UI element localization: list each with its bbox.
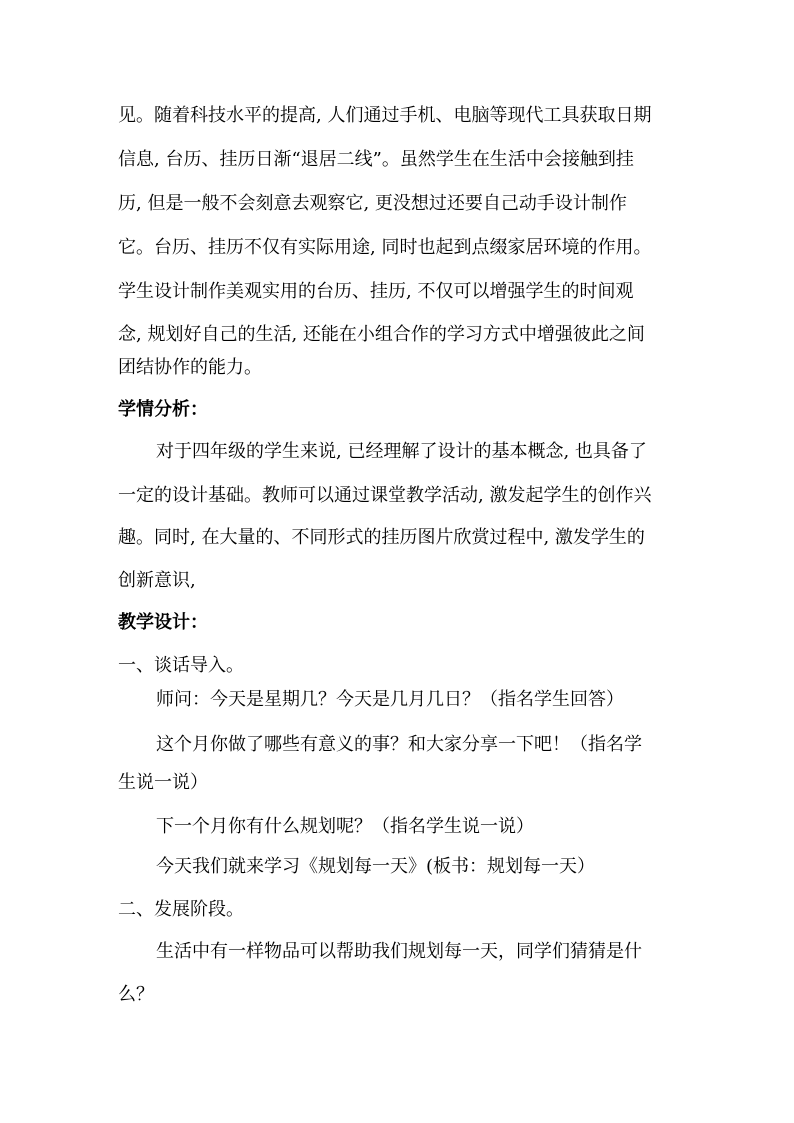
paragraph-line: 见。随着科技水平的提高, 人们通过手机、电脑等现代工具获取日期 [118,105,652,126]
paragraph-line: 创新意识, [118,570,196,591]
paragraph-line: 一定的设计基础。教师可以通过课堂教学活动, 激发起学生的创作兴 [118,485,652,506]
paragraph-line: 么？ [118,984,154,1005]
subsection-heading: 二、发展阶段。 [118,899,244,920]
paragraph-line: 对于四年级的学生来说, 已经理解了设计的基本概念, 也具备了 [156,441,647,462]
paragraph-line: 下一个月你有什么规划呢？（指名学生说一说） [156,816,534,837]
paragraph-line: 学生设计制作美观实用的台历、挂历, 不仅可以增强学生的时间观 [118,281,634,302]
subsection-heading: 一、谈话导入。 [118,655,244,676]
paragraph-line: 生说一说） [118,772,208,793]
paragraph-line: 历, 但是一般不会刻意去观察它, 更没想过还要自己动手设计制作 [118,193,627,214]
paragraph-line: 念, 规划好自己的生活, 还能在小组合作的学习方式中增强彼此之间 [118,324,645,345]
paragraph-line: 这个月你做了哪些有意义的事？和大家分享一下吧！（指名学 [156,734,642,755]
section-heading-analysis: 学情分析： [118,399,208,420]
section-heading-design: 教学设计： [118,612,208,633]
paragraph-line: 团结协作的能力。 [118,357,262,378]
paragraph-line: 趣。同时, 在大量的、不同形式的挂历图片欣赏过程中, 激发学生的 [118,527,645,548]
paragraph-line: 今天我们就来学习《规划每一天》(板书：规划每一天） [156,856,596,877]
paragraph-line: 师问：今天是星期几？今天是几月几日？（指名学生回答） [156,689,624,710]
paragraph-line: 信息, 台历、挂历日渐“退居二线”。虽然学生在生活中会接触到挂 [118,149,634,170]
paragraph-line: 它。台历、挂历不仅有实际用途, 同时也起到点缀家居环境的作用。 [118,237,652,258]
paragraph-line: 生活中有一样物品可以帮助我们规划每一天，同学们猜猜是什 [156,941,642,962]
